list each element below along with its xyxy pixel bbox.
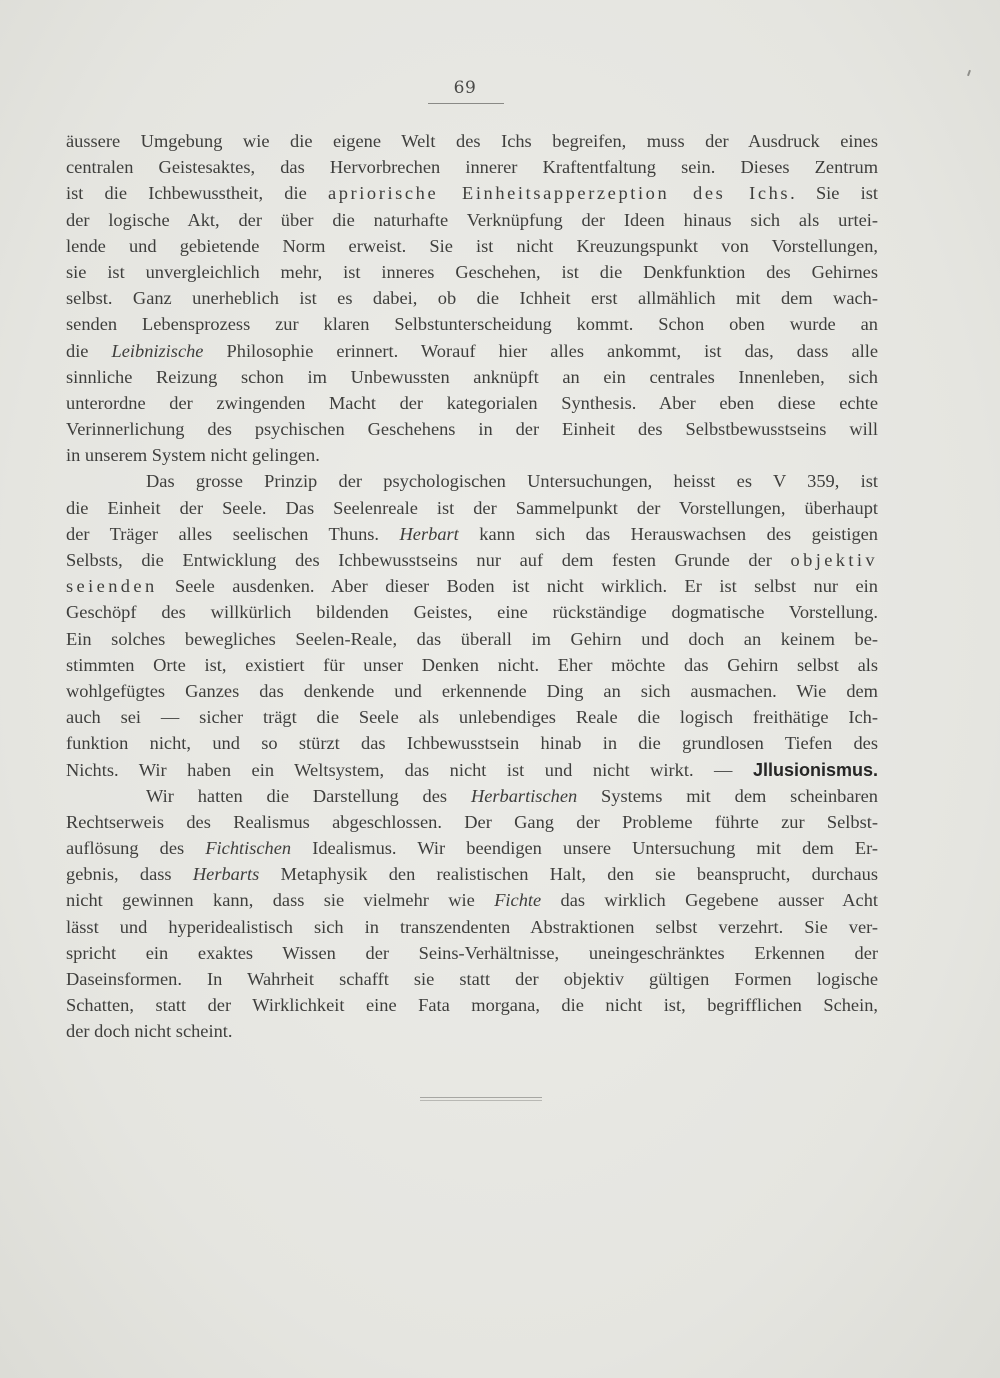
text-line: die Leibnizische Philosophie erinnert. Worauf hier alles ankommt, ist das, dass alle <box>66 340 878 361</box>
spaced-emphasis: apriorische Einheitsapperzeption des Ichs <box>327 183 791 204</box>
body-text <box>66 128 878 1045</box>
text-line: äussere Umgebung wie die eigene Welt des Ichs begreifen, muss der Ausdruck eines <box>66 131 878 151</box>
text-line: wohlgefügtes Ganzes das denkende und erkennende Ding an sich ausmachen. Wie dem <box>66 680 878 701</box>
page-number-rule <box>428 103 504 104</box>
text-line: auflösung des Fichtischen Idealismus. Wir beendigen unsere Untersuchung mit dem Er- <box>66 838 878 859</box>
text-line: der Träger alles seelischen Thuns. Herbart kann sich das Herauswachsen des geistigen <box>66 523 878 544</box>
italic-name: Herbarts <box>192 864 260 885</box>
text-line: Das grosse Prinzip der psychologischen Untersuchungen, heisst es V 359, ist <box>146 471 878 492</box>
spaced-emphasis: objektiv <box>790 550 878 570</box>
text-line: Rechtserweis des Realismus abgeschlossen. Der Gang der Probleme führte zur Selbst- <box>66 811 878 832</box>
text-line: unterordne der zwingenden Macht der kategorialen Synthesis. Aber eben diese echte <box>66 392 878 413</box>
text-line: selbst. Ganz unerheblich ist es dabei, ob die Ichheit erst allmählich mit dem wach- <box>66 288 878 309</box>
text-line: ist die Ichbewusstheit, die apriorische Einheitsapperzeption des Ichs. Sie ist <box>66 183 878 204</box>
text-line: der logische Akt, der über die naturhafte Verknüpfung der Ideen hinaus sich als urtei- <box>66 209 878 230</box>
italic-name: Leibnizische <box>111 340 204 361</box>
text-line: spricht ein exaktes Wissen der Seins-Verhältnisse, uneingeschränktes Erkennen der <box>66 942 878 963</box>
paper-speck <box>967 70 971 76</box>
text-line: sie ist unvergleichlich mehr, ist inneres Geschehen, ist die Denkfunktion des Gehirnes <box>66 261 878 282</box>
italic-name: Fichte <box>494 890 542 911</box>
text-line: Ein solches bewegliches Seelen-Reale, das überall im Gehirn und doch an keinem be- <box>66 628 878 649</box>
text-line: die Einheit der Seele. Das Seelenreale ist der Sammelpunkt der Vorstellungen, überhaupt <box>66 497 878 518</box>
text-line: nicht gewinnen kann, dass sie vielmehr wie Fichte das wirklich Gegebene ausser Acht <box>66 890 878 911</box>
text-line: Schatten, statt der Wirklichkeit eine Fata morgana, die nicht ist, begrifflichen Schein, <box>66 995 878 1016</box>
text-line: Verinnerlichung des psychischen Geschehens in der Einheit des Selbstbewusstseins will <box>66 419 878 440</box>
text-line: seienden Seele ausdenken. Aber dieser Boden ist nicht wirklich. Er ist selbst nur ein <box>66 576 878 597</box>
spaced-emphasis: seienden <box>66 576 158 597</box>
text-line: Geschöpf des willkürlich bildenden Geistes, eine rückständige dogmatische Vorstellung. <box>66 602 878 623</box>
text-line: stimmten Orte ist, existiert für unser Denken nicht. Eher möchte das Gehirn selbst als <box>66 654 878 675</box>
text-line: Nichts. Wir haben ein Weltsystem, das nicht ist und nicht wirkt. — Jllusionismus. <box>66 759 878 780</box>
text-line: Selbsts, die Entwicklung des Ichbewusstseins nur auf dem festen Grunde der objektiv <box>66 550 878 570</box>
text-line: senden Lebensprozess zur klaren Selbstunterscheidung kommt. Schon oben wurde an <box>66 314 878 335</box>
text-line: in unserem System nicht gelingen. <box>66 445 320 466</box>
section-end-rule <box>420 1097 542 1101</box>
italic-name: Herbart <box>399 523 459 544</box>
page-number: 69 <box>453 78 477 98</box>
text-line: lässt und hyperidealistisch sich in transzendenten Abstraktionen selbst verzehrt. Sie ver- <box>66 916 878 937</box>
text-line: Wir hatten die Darstellung des Herbartischen Systems mit dem scheinbaren <box>146 785 878 806</box>
text-line: lende und gebietende Norm erweist. Sie ist nicht Kreuzungspunkt von Vorstellungen, <box>66 235 878 256</box>
text-line: sinnliche Reizung schon im Unbewussten anknüpft an ein centrales Innenleben, sich <box>66 366 878 387</box>
text-line: der doch nicht scheint. <box>66 1021 233 1042</box>
text-line: auch sei — sicher trägt die Seele als unlebendiges Reale die logisch freithätige Ich- <box>66 707 878 728</box>
text-line: funktion nicht, und so stürzt das Ichbewusstsein hinab in die grundlosen Tiefen des <box>66 733 878 754</box>
italic-name: Herbartischen <box>470 785 578 806</box>
italic-name: Fichtischen <box>205 838 292 859</box>
text-line: centralen Geistesaktes, das Hervorbrechen innerer Kraftentfaltung sein. Dieses Zentrum <box>66 157 878 178</box>
bold-term: Jllusionismus. <box>752 759 878 780</box>
text-line: Daseinsformen. In Wahrheit schafft sie statt der objektiv gültigen Formen logische <box>66 969 878 989</box>
text-line: gebnis, dass Herbarts Metaphysik den realistischen Halt, den sie beansprucht, durchaus <box>66 864 879 885</box>
